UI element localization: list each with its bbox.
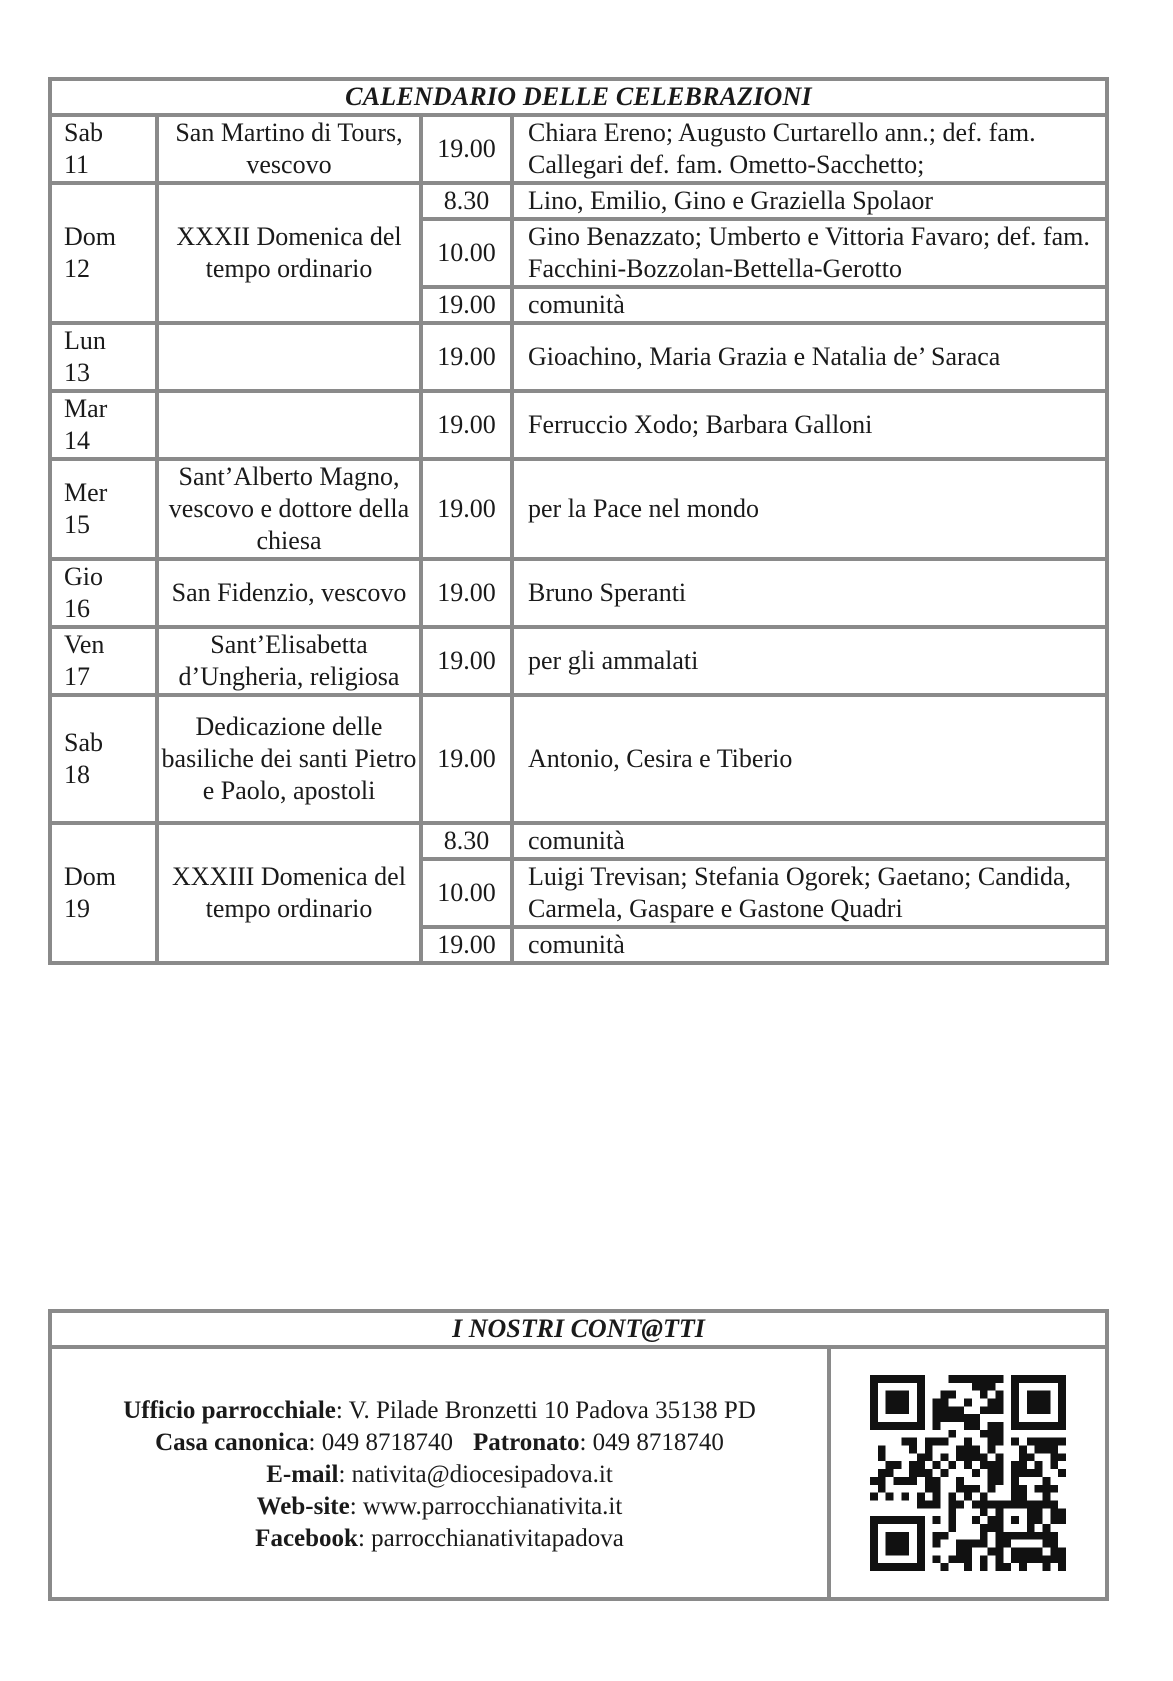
- day-name: Dom: [64, 222, 116, 251]
- calendar-header-row: [52, 81, 1109, 117]
- mass-intention: Gino Benazzato; Umberto e Vittoria Favaro; def. fam. Facchini-Bozzolan-Bettella-Gerotto: [514, 221, 1109, 289]
- day-cell: [52, 325, 159, 393]
- day-cell: [52, 185, 159, 325]
- contacts-body-row: [52, 1349, 1109, 1601]
- mass-time: 19.00: [423, 629, 514, 697]
- day-number: 11: [64, 150, 90, 179]
- mass-intention: Gioachino, Maria Grazia e Natalia de’ Saraca: [514, 325, 1109, 393]
- calendar-row: [52, 825, 1109, 861]
- feast-cell: [159, 393, 423, 461]
- mass-intention: comunità: [514, 825, 1109, 861]
- day-name: Mer: [64, 478, 108, 507]
- calendar-title: CALENDARIO DELLE CELEBRAZIONI: [52, 81, 1109, 117]
- contact-casa-label: Casa canonica: [155, 1429, 309, 1456]
- feast-cell: Dedicazione delle basiliche dei santi Pietro e Paolo, apostoli: [159, 697, 423, 825]
- contact-ufficio: [52, 1395, 827, 1427]
- mass-intention: Antonio, Cesira e Tiberio: [514, 697, 1109, 825]
- contacts-title: I NOSTRI CONT@TTI: [52, 1313, 1109, 1349]
- day-name: Lun: [64, 326, 106, 355]
- day-cell: [52, 117, 159, 185]
- mass-intention: Ferruccio Xodo; Barbara Galloni: [514, 393, 1109, 461]
- calendar-row: [52, 117, 1109, 185]
- day-name: Ven: [64, 630, 105, 659]
- day-cell: [52, 825, 159, 965]
- mass-intention: per gli ammalati: [514, 629, 1109, 697]
- mass-time: 10.00: [423, 861, 514, 929]
- contact-ufficio-label: Ufficio parrocchiale: [123, 1397, 336, 1424]
- mass-intention: Bruno Speranti: [514, 561, 1109, 629]
- day-number: 17: [64, 662, 90, 691]
- feast-cell: Sant’Alberto Magno, vescovo e dottore della chiesa: [159, 461, 423, 561]
- mass-time: 19.00: [423, 393, 514, 461]
- contacts-header-row: [52, 1313, 1109, 1349]
- mass-time: 19.00: [423, 697, 514, 825]
- day-name: Mar: [64, 394, 108, 423]
- mass-time: 19.00: [423, 289, 514, 325]
- day-cell: [52, 461, 159, 561]
- mass-time: 8.30: [423, 825, 514, 861]
- contact-facebook: [52, 1523, 827, 1555]
- mass-intention: Lino, Emilio, Gino e Graziella Spolaor: [514, 185, 1109, 221]
- calendar-table: [48, 77, 1109, 965]
- day-cell: [52, 629, 159, 697]
- mass-time: 19.00: [423, 561, 514, 629]
- calendar-row: [52, 461, 1109, 561]
- day-name: Gio: [64, 562, 103, 591]
- mass-time: 8.30: [423, 185, 514, 221]
- mass-intention: comunità: [514, 929, 1109, 965]
- mass-intention: per la Pace nel mondo: [514, 461, 1109, 561]
- contact-phones: [52, 1427, 827, 1459]
- calendar-row: [52, 325, 1109, 393]
- contact-casa-value: : 049 8718740: [308, 1429, 453, 1456]
- day-name: Sab: [64, 728, 103, 757]
- calendar-row: [52, 697, 1109, 825]
- feast-cell: XXXII Domenica del tempo ordinario: [159, 185, 423, 325]
- feast-cell: [159, 325, 423, 393]
- day-number: 14: [64, 426, 90, 455]
- mass-time: 19.00: [423, 117, 514, 185]
- contact-patronato-value: : 049 8718740: [579, 1429, 724, 1456]
- mass-time: 19.00: [423, 929, 514, 965]
- contact-email: [52, 1459, 827, 1491]
- qr-cell: [831, 1349, 1109, 1601]
- contact-web-label: Web-site: [256, 1493, 350, 1520]
- day-name: Sab: [64, 118, 103, 147]
- calendar-row: [52, 393, 1109, 461]
- mass-intention: comunità: [514, 289, 1109, 325]
- day-number: 16: [64, 594, 90, 623]
- day-cell: [52, 697, 159, 825]
- calendar-row: [52, 561, 1109, 629]
- day-number: 15: [64, 510, 90, 539]
- day-number: 19: [64, 894, 90, 923]
- calendar-row: [52, 185, 1109, 221]
- feast-cell: Sant’Elisabetta d’Ungheria, religiosa: [159, 629, 423, 697]
- mass-intention: Luigi Trevisan; Stefania Ogorek; Gaetano; Candida, Carmela, Gaspare e Gastone Quadri: [514, 861, 1109, 929]
- contact-web: [52, 1491, 827, 1523]
- contact-facebook-value[interactable]: : parrocchianativitapadova: [357, 1525, 624, 1552]
- feast-cell: San Martino di Tours, vescovo: [159, 117, 423, 185]
- contacts-table: [48, 1309, 1109, 1601]
- day-number: 18: [64, 760, 90, 789]
- contact-ufficio-value: : V. Pilade Bronzetti 10 Padova 35138 PD: [335, 1397, 756, 1424]
- day-name: Dom: [64, 862, 116, 891]
- calendar-body: [52, 117, 1109, 965]
- contact-facebook-label: Facebook: [255, 1525, 358, 1552]
- contact-web-value[interactable]: : www.parrocchianativita.it: [349, 1493, 623, 1520]
- qr-code-icon: [870, 1375, 1066, 1571]
- mass-time: 10.00: [423, 221, 514, 289]
- feast-cell: XXXIII Domenica del tempo ordinario: [159, 825, 423, 965]
- day-cell: [52, 393, 159, 461]
- day-number: 13: [64, 358, 90, 387]
- mass-time: 19.00: [423, 325, 514, 393]
- contact-email-value[interactable]: : nativita@diocesipadova.it: [338, 1461, 613, 1488]
- contacts-info: [52, 1349, 831, 1601]
- mass-time: 19.00: [423, 461, 514, 561]
- day-cell: [52, 561, 159, 629]
- contact-patronato-label: Patronato: [473, 1429, 580, 1456]
- contact-email-label: E-mail: [266, 1461, 339, 1488]
- day-number: 12: [64, 254, 90, 283]
- calendar-row: [52, 629, 1109, 697]
- mass-intention: Chiara Ereno; Augusto Curtarello ann.; def. fam. Callegari def. fam. Ometto-Sacchetto;: [514, 117, 1109, 185]
- feast-cell: San Fidenzio, vescovo: [159, 561, 423, 629]
